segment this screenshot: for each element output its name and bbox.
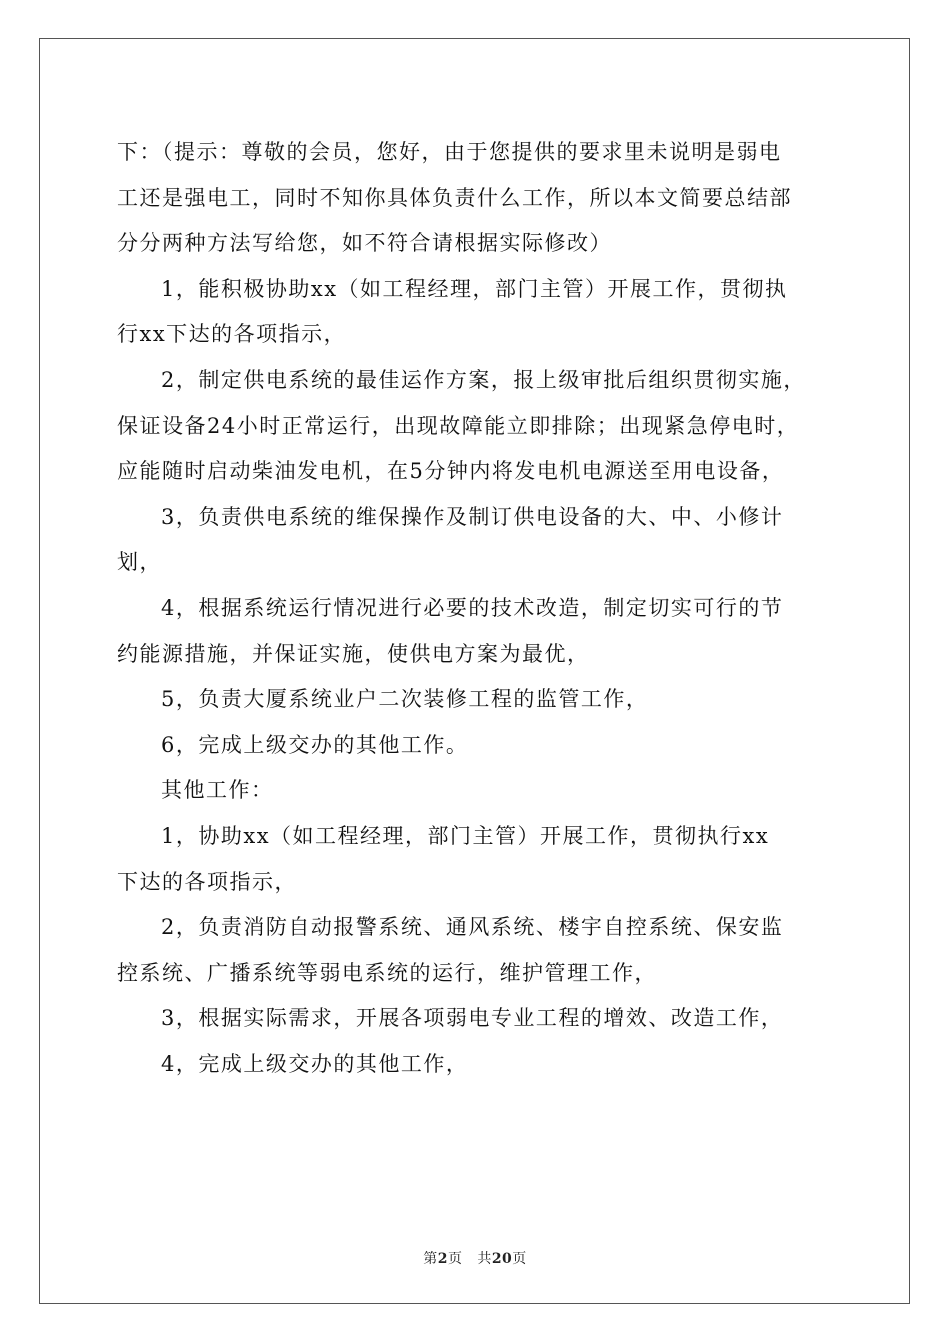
text-line: 下：（提示：尊敬的会员，您好，由于您提供的要求里未说明是弱电 — [117, 140, 782, 164]
text-line: 工还是强电工，同时不知你具体负责什么工作，所以本文简要总结部 — [117, 185, 792, 210]
text-line: 4，根据系统运行情况进行必要的技术改造，制定切实可行的节 — [161, 595, 784, 620]
paragraph-other-item-2 — [117, 905, 837, 996]
text-line: 1，协助xx（如工程经理，部门主管）开展工作，贯彻执行xx — [161, 823, 770, 848]
section-heading-other-work — [117, 768, 837, 814]
text-line: 分分两种方法写给您，如不符合请根据实际修改） — [117, 231, 612, 256]
paragraph-item-6 — [117, 723, 837, 769]
text-line: 应能随时启动柴油发电机，在5分钟内将发电机电源送至用电设备， — [117, 459, 785, 484]
paragraph-other-item-4 — [117, 1042, 837, 1088]
paragraph-other-item-3 — [117, 996, 837, 1042]
text-line: 6，完成上级交办的其他工作。 — [161, 732, 469, 757]
footer-total-prefix: 共 — [477, 1251, 492, 1267]
footer-total-pages: 20 — [491, 1251, 513, 1267]
footer-total-suffix: 页 — [512, 1251, 527, 1267]
footer-page-prefix: 第 — [423, 1251, 438, 1267]
paragraph-item-2 — [117, 358, 837, 495]
text-line: 2，负责消防自动报警系统、通风系统、楼宇自控系统、保安监 — [161, 915, 784, 940]
text-line: 5，负责大厦系统业户二次装修工程的监管工作， — [161, 687, 649, 712]
paragraph-item-3 — [117, 495, 837, 586]
text-line: 保证设备24小时正常运行，出现故障能立即排除；出现紧急停电时， — [117, 413, 800, 438]
text-line: 控系统、广播系统等弱电系统的运行，维护管理工作， — [117, 960, 657, 985]
paragraph-item-5 — [117, 677, 837, 723]
text-line: 划， — [117, 550, 162, 575]
paragraph-item-1 — [117, 267, 837, 358]
page-footer — [0, 1248, 950, 1268]
text-line: 行xx下达的各项指示， — [117, 322, 347, 347]
text-line: 1，能积极协助xx（如工程经理，部门主管）开展工作，贯彻执 — [161, 276, 788, 301]
paragraph-note — [117, 130, 837, 267]
text-line: 下达的各项指示， — [117, 869, 297, 894]
footer-page-suffix: 页 — [447, 1251, 463, 1267]
footer-page-number: 2 — [437, 1251, 448, 1267]
text-line: 3，负责供电系统的维保操作及制订供电设备的大、中、小修计 — [161, 504, 784, 529]
text-line: 约能源措施，并保证实施，使供电方案为最优， — [117, 641, 590, 666]
text-line: 4，完成上级交办的其他工作， — [161, 1051, 469, 1076]
text-line: 2，制定供电系统的最佳运作方案，报上级审批后组织贯彻实施， — [161, 367, 806, 392]
text-line: 3，根据实际需求，开展各项弱电专业工程的增效、改造工作， — [161, 1006, 784, 1031]
paragraph-item-4 — [117, 586, 837, 677]
paragraph-other-item-1 — [117, 814, 837, 905]
document-body — [117, 130, 837, 1087]
text-line: 其他工作： — [161, 778, 274, 803]
